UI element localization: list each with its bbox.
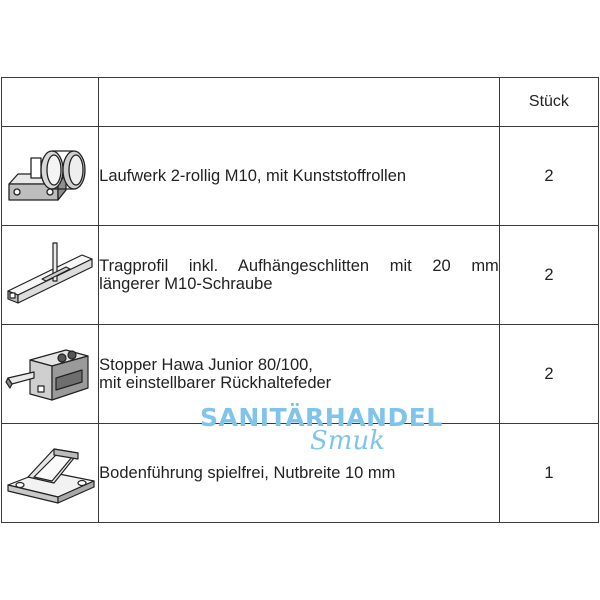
- roller-carriage-icon: [2, 127, 99, 226]
- header-description-cell: [99, 78, 500, 127]
- description-line: mit einstellbarer Rückhaltefeder: [99, 374, 332, 392]
- table-row: [2, 226, 599, 325]
- header-quantity: Stück: [499, 78, 598, 127]
- support-profile-icon: [2, 226, 99, 325]
- floor-guide-icon: [2, 424, 99, 523]
- table-row: [2, 127, 599, 226]
- row-quantity: 1: [499, 424, 598, 523]
- row-description: [99, 325, 500, 424]
- row-quantity: 2: [499, 325, 598, 424]
- table-header-row: [2, 78, 599, 127]
- header-image-cell: [2, 78, 99, 127]
- parts-table: [1, 77, 599, 523]
- description-line: Tragprofil inkl. Aufhängeschlitten mit 20 mm: [99, 257, 499, 275]
- description-line: Bodenführung spielfrei, Nutbreite 10 mm: [99, 464, 396, 482]
- watermark-line1: SANITÄRHANDEL: [200, 403, 443, 432]
- row-description: [99, 127, 500, 226]
- row-description: [99, 424, 500, 523]
- watermark-line2: Smuk: [310, 426, 385, 456]
- row-description: [99, 226, 500, 325]
- description-line: Stopper Hawa Junior 80/100,: [99, 356, 313, 374]
- stopper-icon: [2, 325, 99, 424]
- row-quantity: 2: [499, 226, 598, 325]
- table-row: [2, 325, 599, 424]
- description-line: längerer M10-Schraube: [99, 275, 273, 293]
- table-row: [2, 424, 599, 523]
- row-quantity: 2: [499, 127, 598, 226]
- description-line: Laufwerk 2-rollig M10, mit Kunststoffrollen: [99, 167, 407, 185]
